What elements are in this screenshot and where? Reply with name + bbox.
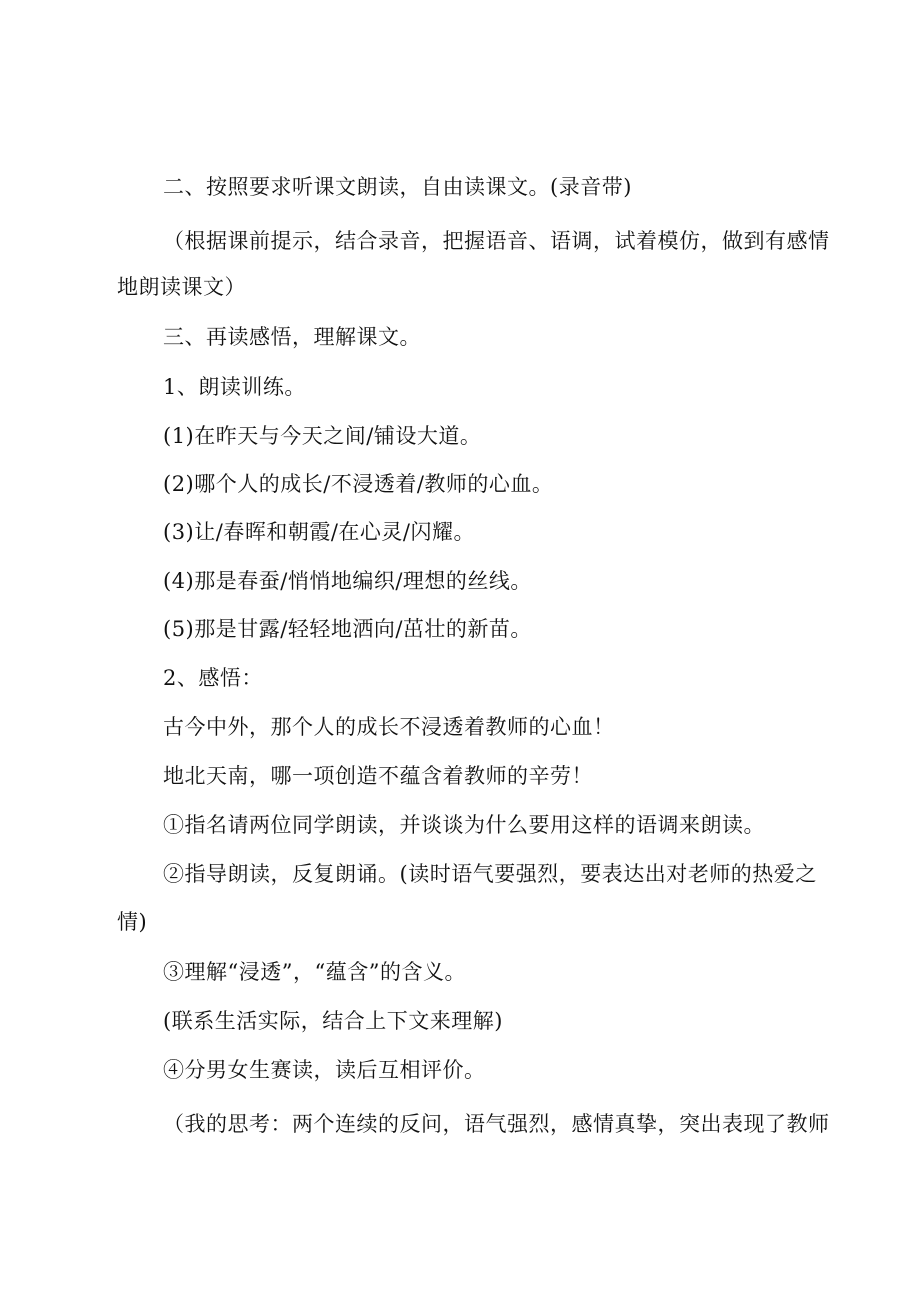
paragraph-reading-hint-line-2: 地朗读课文） [117,275,246,299]
paragraph-step-2-line-1: ②指导朗读，反复朗诵。(读时语气要强烈，要表达出对老师的热爱之 [163,862,817,886]
paragraph-section-3-heading: 三、再读感悟，理解课文。 [163,325,421,349]
paragraph-section-2-heading: 二、按照要求听课文朗读，自由读课文。(录音带) [163,175,632,199]
list-item-4: (4)那是春蚕/悄悄地编织/理想的丝线。 [163,569,532,593]
list-item-1: (1)在昨天与今天之间/铺设大道。 [163,424,482,448]
list-item-3: (3)让/春晖和朝霞/在心灵/闪耀。 [163,520,475,544]
paragraph-step-3: ③理解“浸透”，“蕴含”的含义。 [163,960,466,984]
paragraph-quote-2: 地北天南，哪一项创造不蕴含着教师的辛劳！ [163,764,593,788]
paragraph-quote-1: 古今中外，那个人的成长不浸透着教师的心血！ [163,715,615,739]
paragraph-step-1: ①指名请两位同学朗读，并谈谈为什么要用这样的语调来朗读。 [163,813,765,837]
paragraph-step-4: ④分男女生赛读，读后互相评价。 [163,1058,486,1082]
paragraph-step-3-note: (联系生活实际，结合上下文来理解) [163,1009,503,1033]
list-item-2: (2)哪个人的成长/不浸透着/教师的心血。 [163,472,554,496]
paragraph-step-2-line-2: 情) [117,910,148,934]
paragraph-insight-heading: 2、感悟： [163,666,263,690]
paragraph-reading-training: 1、朗读训练。 [163,375,306,399]
paragraph-reading-hint-line-1: （根据课前提示，结合录音，把握语音、语调，试着模仿，做到有感情 [163,229,830,253]
list-item-5: (5)那是甘露/轻轻地洒向/茁壮的新苗。 [163,617,532,641]
paragraph-my-thinking: （我的思考：两个连续的反问，语气强烈，感情真挚，突出表现了教师 [163,1112,830,1136]
